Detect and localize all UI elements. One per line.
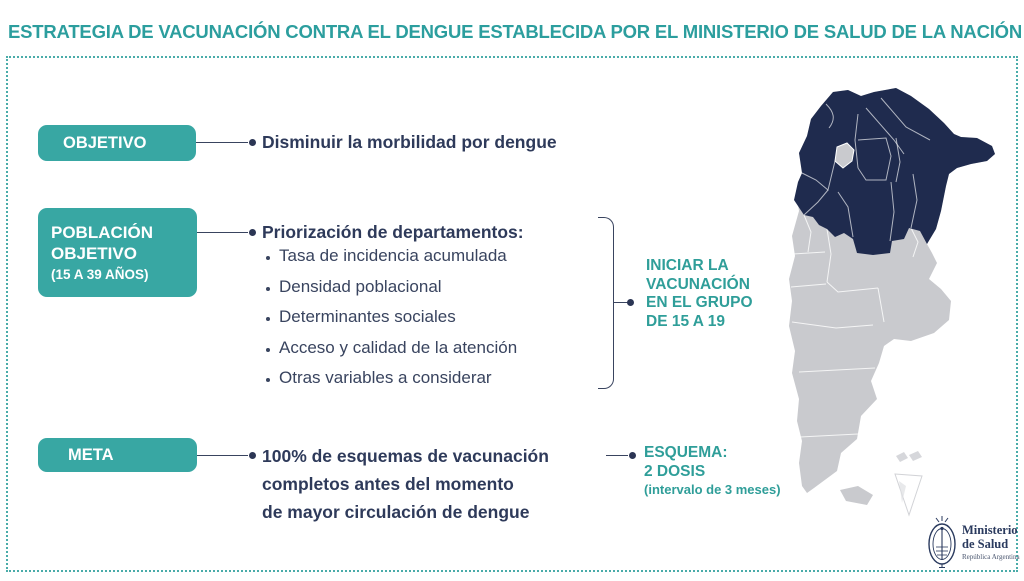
- esquema-callout: [644, 444, 781, 500]
- poblacion-connector-line: [197, 232, 248, 233]
- objetivo-bullet-dot: [249, 139, 256, 146]
- list-item: [266, 246, 517, 277]
- iniciar-callout-line1: INICIAR LA: [646, 257, 729, 274]
- meta-text-line2: completos antes del momento: [262, 474, 514, 494]
- bracket-bullet-dot: [627, 299, 634, 306]
- poblacion-bullet-dot: [249, 229, 256, 236]
- map-malvinas-islands: [896, 451, 922, 462]
- list-item: [266, 338, 517, 369]
- map-tierra-del-fuego: [840, 486, 873, 505]
- meta-bullet-dot: [249, 452, 256, 459]
- objetivo-connector-line: [196, 142, 248, 143]
- grouping-bracket: [598, 217, 614, 389]
- argentina-map-svg: [778, 82, 1010, 518]
- poblacion-pill-line1: POBLACIÓN: [51, 222, 153, 242]
- coat-of-arms-icon: [924, 514, 960, 569]
- esquema-connector-line: [606, 455, 628, 456]
- bullet-icon: [266, 378, 270, 382]
- ministry-logo-text: [962, 524, 1020, 561]
- meta-pill: [38, 438, 197, 472]
- bullet-icon: [266, 317, 270, 321]
- objetivo-pill-label: OBJETIVO: [63, 133, 147, 152]
- list-item-text: Acceso y calidad de la atención: [279, 337, 518, 357]
- esquema-callout-line2: 2 DOSIS: [644, 462, 706, 480]
- esquema-callout-line1: ESQUEMA:: [644, 444, 728, 461]
- page-title: ESTRATEGIA DE VACUNACIÓN CONTRA EL DENGUE ESTABLECIDA POR EL MINISTERIO DE SALUD DE LA NACIÓN: [8, 21, 1023, 42]
- map-antarctic-sector: [895, 474, 922, 515]
- list-item-text: Determinantes sociales: [279, 307, 456, 326]
- list-item-text: Tasa de incidencia acumulada: [279, 246, 507, 265]
- criteria-list: [266, 246, 517, 399]
- ministry-name-line2: de Salud: [962, 536, 1009, 551]
- bullet-icon: [266, 348, 270, 352]
- poblacion-pill: [38, 208, 197, 297]
- meta-text: [262, 442, 549, 526]
- poblacion-heading: Priorización de departamentos:: [262, 222, 524, 242]
- bullet-icon: [266, 287, 270, 291]
- list-item-text: Otras variables a considerar: [279, 368, 492, 387]
- meta-text-line1: 100% de esquemas de vacunación: [262, 446, 549, 466]
- bracket-connector-line: [614, 302, 628, 303]
- objetivo-text: Disminuir la morbilidad por dengue: [262, 132, 557, 152]
- argentina-map: [778, 82, 1010, 518]
- list-item: [266, 307, 517, 338]
- list-item-text: Densidad poblacional: [279, 276, 442, 296]
- meta-pill-label: META: [68, 445, 114, 464]
- list-item: [266, 277, 517, 308]
- iniciar-callout-line2: VACUNACIÓN: [646, 275, 750, 293]
- list-item: [266, 368, 517, 399]
- ministry-country: República Argentina: [962, 553, 1020, 561]
- iniciar-callout: [646, 257, 753, 331]
- iniciar-callout-line3: EN EL GRUPO: [646, 294, 753, 311]
- meta-connector-line: [197, 455, 248, 456]
- esquema-callout-line3: (intervalo de 3 meses): [644, 482, 781, 497]
- poblacion-pill-line2: OBJETIVO: [51, 244, 137, 263]
- iniciar-callout-line4: DE 15 A 19: [646, 312, 725, 330]
- esquema-bullet-dot: [629, 452, 636, 459]
- meta-text-line3: de mayor circulación de dengue: [262, 502, 530, 522]
- objetivo-pill: [38, 125, 196, 161]
- ministry-name-line1: Ministerio: [962, 523, 1018, 537]
- poblacion-pill-line3: (15 A 39 AÑOS): [51, 266, 149, 282]
- bullet-icon: [266, 256, 270, 260]
